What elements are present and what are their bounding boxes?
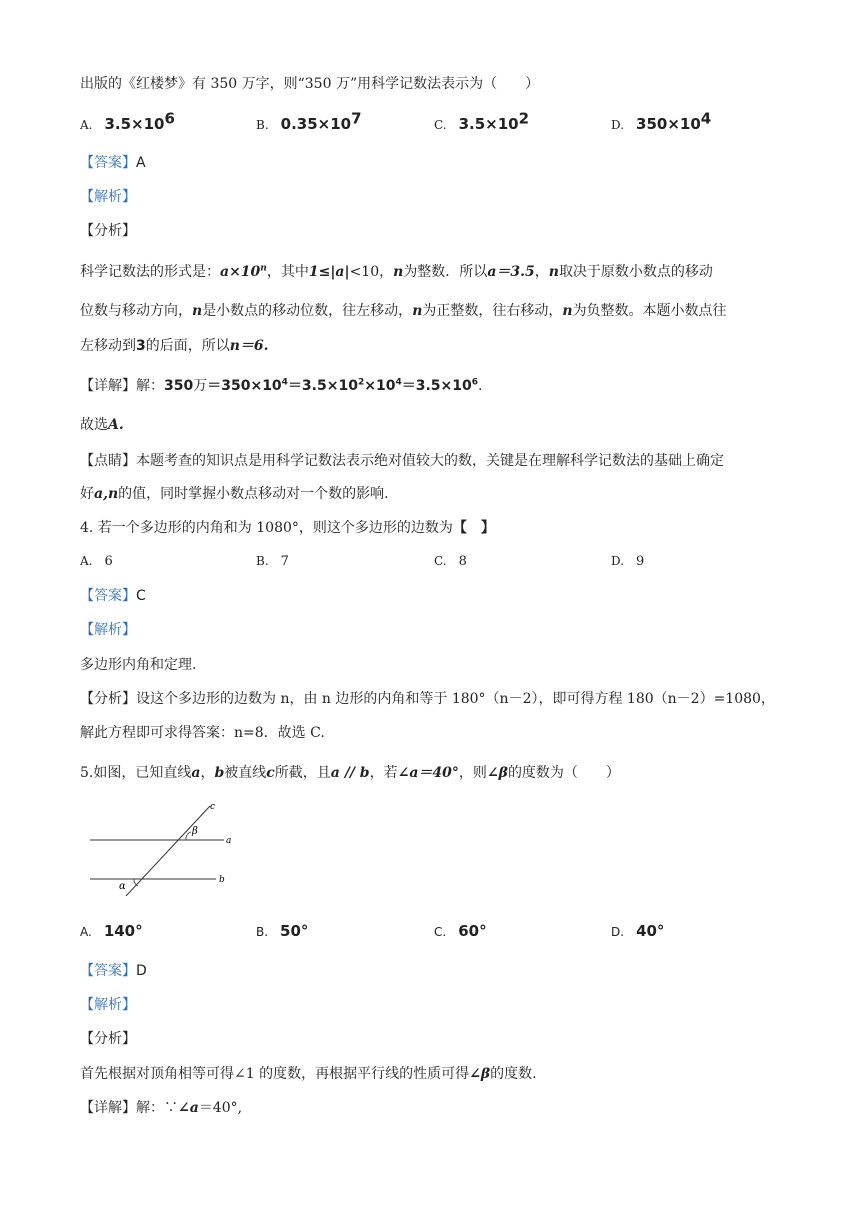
math: n — [548, 264, 559, 280]
math-exponent: 6 — [471, 377, 478, 388]
answer-value: D — [136, 963, 147, 979]
q5-fenxi-tag — [80, 1029, 136, 1049]
fenxi-tag: 【分析】 — [80, 223, 136, 239]
math: 1≤|a| — [308, 264, 350, 280]
text: 的值，同时掌握小数点移动对一个数的影响. — [118, 486, 389, 502]
math: n＝6. — [229, 338, 269, 354]
text: <10， — [349, 264, 394, 280]
q4-fenxi-line-2: 解此方程即可求得答案：n=8．故选 C. — [80, 725, 325, 741]
xiangjie-tag: 【详解】 — [80, 1100, 136, 1116]
math: ×10 — [364, 378, 396, 394]
math-exponent: 4 — [395, 377, 402, 388]
math: b — [214, 765, 225, 781]
math-exponent: 4 — [281, 377, 288, 388]
text: ， — [534, 264, 549, 280]
label-beta: β — [192, 826, 198, 837]
xiangjie-tag: 【详解】 — [80, 378, 136, 394]
math: ∠β — [469, 1066, 491, 1082]
text: 被直线 — [224, 765, 267, 781]
option-value: 60° — [458, 922, 487, 940]
q3-option-c — [434, 109, 530, 136]
math: n — [393, 264, 404, 280]
fenxi-tag: 【分析】 — [80, 1031, 136, 1047]
option-value: 40° — [636, 922, 665, 940]
angle-beta-arc — [186, 832, 191, 840]
q3-fenxi-line-1 — [80, 262, 713, 282]
math: a — [191, 765, 201, 781]
q3-dianjing-line-2 — [80, 484, 389, 504]
q4-option-a — [80, 551, 113, 572]
text: . — [477, 378, 483, 394]
math: ∠β — [486, 765, 508, 781]
q5-option-a — [80, 921, 143, 943]
option-label: D. — [611, 554, 625, 568]
text: 的度数为（ ） — [507, 765, 620, 781]
angle-alpha-arc — [134, 879, 138, 886]
q3-stem: 出版的《红楼梦》有 350 万字，则“350 万”用科学记数法表示为（ ） — [80, 76, 540, 92]
option-label: B. — [256, 925, 269, 939]
text: 所截，且 — [274, 765, 331, 781]
q4-option-d — [611, 551, 644, 572]
math-exponent: 2 — [357, 377, 365, 388]
option-label: B. — [256, 118, 269, 132]
math: ＝3.5×10 — [287, 378, 358, 394]
q3-option-b — [256, 109, 362, 136]
text: ，若 — [369, 765, 398, 781]
option-label: C. — [434, 554, 447, 568]
text: 为整数．所以 — [403, 264, 488, 280]
math: n — [412, 303, 423, 319]
q4-jiexi-tag — [80, 620, 136, 640]
text: 为正整数，往右移动， — [422, 303, 563, 319]
math: ∠a＝40° — [397, 765, 459, 781]
option-label: A. — [80, 118, 93, 132]
q3-fenxi-line-3 — [80, 336, 269, 356]
math: n — [192, 303, 203, 319]
text: ，其中 — [266, 264, 309, 280]
q5-stem — [80, 763, 620, 783]
jiexi-tag: 【解析】 — [80, 997, 136, 1013]
text: 本题考查的知识点是用科学记数法表示绝对值较大的数，关键是在理解科学记数法的基础上确定 — [136, 453, 724, 469]
text: 的后面，所以 — [145, 338, 230, 354]
q4-option-c — [434, 551, 467, 572]
option-label: A. — [80, 925, 92, 939]
math: a×10 — [220, 264, 261, 280]
q4-stem — [80, 518, 495, 538]
option-value: 9 — [636, 554, 645, 569]
text: 5.如图，已知直线 — [80, 765, 192, 781]
q4-jiexi-text: 多边形内角和定理. — [80, 657, 197, 673]
q3-answer — [80, 153, 146, 173]
jiexi-tag: 【解析】 — [80, 189, 136, 205]
text: ＝40°, — [198, 1100, 243, 1116]
text: 故选 — [80, 417, 108, 433]
option-value: 3.5×10 — [458, 115, 519, 133]
option-value: 50° — [280, 922, 309, 940]
option-value: 350×10 — [636, 115, 701, 133]
q3-jiexi-tag — [80, 187, 136, 207]
option-value: 3.5×10 — [104, 115, 165, 133]
q3-dianjing-line-1 — [80, 451, 724, 471]
label-a: a — [226, 836, 232, 846]
math: 350 — [164, 378, 194, 394]
text: 左移动到 — [80, 338, 136, 354]
q3-guxuan — [80, 415, 124, 435]
option-value: 0.35×10 — [280, 115, 352, 133]
text: 设这个多边形的边数为 n，由 n 边形的内角和等于 180°（n－2），即可得方程 180（n－2）=1080， — [136, 691, 775, 707]
q3-option-d — [611, 109, 712, 136]
math: 3 — [136, 338, 146, 354]
text: 4. 若一个多边形的内角和为 1080°，则这个多边形的边数为 — [80, 520, 453, 536]
dianjing-tag: 【点睛】 — [80, 453, 136, 469]
math-exponent: n — [260, 263, 267, 274]
q5-option-b — [256, 921, 308, 943]
math: ＝3.5×10 — [401, 378, 472, 394]
math: ＝350×10 — [207, 378, 282, 394]
text: 解：∵ — [136, 1100, 178, 1116]
option-label: B. — [256, 554, 269, 568]
option-label: C. — [434, 925, 447, 939]
option-value: 7 — [280, 554, 289, 569]
text: 首先根据对顶角相等可得∠1 的度数，再根据平行线的性质可得 — [80, 1066, 470, 1082]
math: ∠a — [178, 1100, 199, 1116]
text: 好 — [80, 486, 94, 502]
parallel-lines-figure — [86, 800, 246, 896]
option-value: 8 — [458, 554, 467, 569]
q5-jiexi-tag — [80, 995, 136, 1015]
q5-fenxi-text — [80, 1064, 537, 1084]
option-exponent: 4 — [700, 109, 712, 128]
option-exponent: 6 — [164, 109, 175, 128]
answer-value: C — [136, 588, 146, 604]
math: a // b — [330, 765, 370, 781]
answer-value: A — [136, 155, 146, 171]
option-label: D. — [611, 118, 625, 132]
q5-option-c — [434, 921, 487, 943]
q4-fenxi-line-1 — [80, 689, 775, 709]
q4-option-b — [256, 551, 289, 572]
text: ，则 — [458, 765, 487, 781]
q5-answer — [80, 961, 147, 981]
text: ， — [200, 765, 215, 781]
answer-tag: 【答案】 — [80, 588, 136, 604]
math: c — [266, 765, 275, 781]
text: 【 】 — [452, 520, 495, 536]
q3-option-a — [80, 109, 175, 136]
q5-xiangjie — [80, 1098, 242, 1118]
answer-tag: 【答案】 — [80, 155, 136, 171]
text: 解： — [136, 378, 164, 394]
math: n — [562, 303, 573, 319]
text: 万 — [193, 378, 208, 394]
q3-fenxi-tag — [80, 221, 136, 241]
q5-option-d — [611, 921, 664, 943]
answer-tag: 【答案】 — [80, 963, 136, 979]
label-alpha: α — [119, 881, 126, 892]
label-c: c — [210, 802, 216, 812]
option-label: D. — [611, 925, 625, 939]
jiexi-tag: 【解析】 — [80, 622, 136, 638]
option-label: C. — [434, 118, 447, 132]
q3-xiangjie — [80, 376, 482, 396]
q3-fenxi-line-2 — [80, 301, 727, 321]
q4-answer — [80, 586, 146, 606]
option-exponent: 2 — [518, 109, 530, 128]
option-value: 140° — [103, 922, 143, 940]
text: 的度数. — [490, 1066, 537, 1082]
text: 是小数点的移动位数，往左移动， — [202, 303, 413, 319]
option-value: 6 — [104, 554, 113, 569]
option-label: A. — [80, 554, 93, 568]
math: a＝3.5 — [487, 264, 535, 280]
text: 位数与移动方向， — [80, 303, 192, 319]
text: 科学记数法的形式是： — [80, 264, 220, 280]
label-b: b — [219, 875, 225, 885]
text: 为负整数。本题小数点往 — [572, 303, 727, 319]
math: a,n — [94, 486, 119, 502]
text: 取决于原数小数点的移动 — [558, 264, 713, 280]
line-c — [126, 806, 210, 896]
fenxi-tag: 【分析】 — [80, 691, 136, 707]
math: A. — [108, 417, 124, 433]
option-exponent: 7 — [351, 109, 362, 128]
